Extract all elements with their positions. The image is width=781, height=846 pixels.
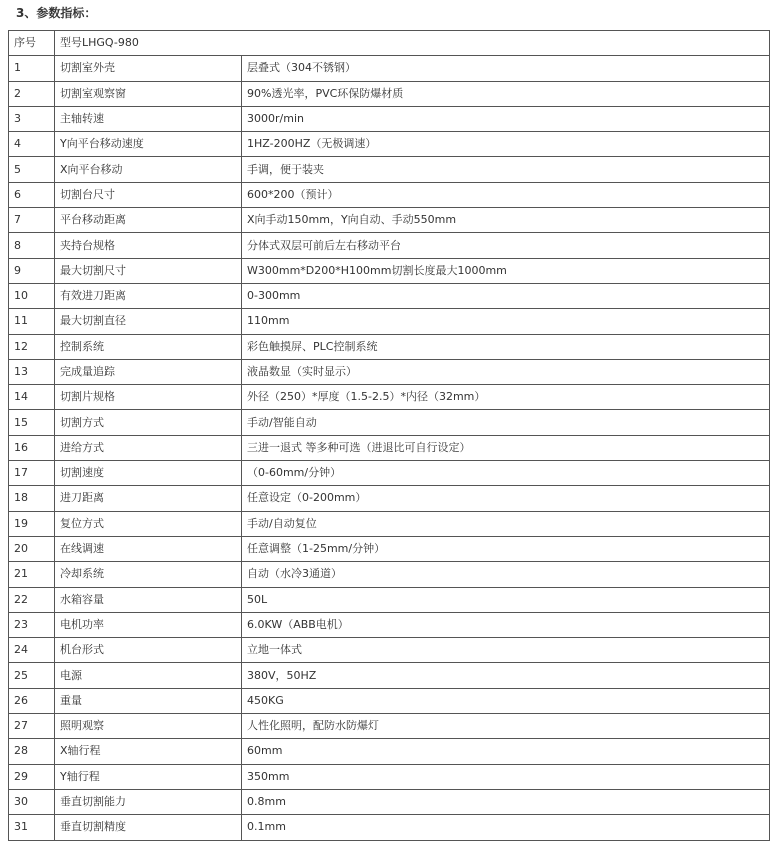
row-number: 18 xyxy=(9,486,55,511)
table-row xyxy=(9,81,770,106)
param-value: （0-60mm/分钟） xyxy=(242,461,770,486)
param-value: 手调，便于装夹 xyxy=(242,157,770,182)
table-header-row xyxy=(9,31,770,56)
param-value: 液晶数显（实时显示） xyxy=(242,359,770,384)
table-row xyxy=(9,739,770,764)
row-number: 20 xyxy=(9,536,55,561)
param-name: 冷却系统 xyxy=(55,562,242,587)
param-name: 电机功率 xyxy=(55,612,242,637)
param-value: 手动/智能自动 xyxy=(242,410,770,435)
row-number: 25 xyxy=(9,663,55,688)
param-name: 有效进刀距离 xyxy=(55,283,242,308)
param-value: 手动/自动复位 xyxy=(242,511,770,536)
param-name: 重量 xyxy=(55,688,242,713)
section-heading: 3、参数指标： xyxy=(16,6,97,20)
row-number: 6 xyxy=(9,182,55,207)
table-row xyxy=(9,359,770,384)
row-number: 10 xyxy=(9,283,55,308)
header-model: 型号LHGQ-980 xyxy=(55,31,770,56)
param-name: 最大切割直径 xyxy=(55,309,242,334)
param-name: 水箱容量 xyxy=(55,587,242,612)
param-name: 切割室外壳 xyxy=(55,56,242,81)
param-value: 110mm xyxy=(242,309,770,334)
table-row xyxy=(9,132,770,157)
param-value: 60mm xyxy=(242,739,770,764)
row-number: 24 xyxy=(9,638,55,663)
param-name: 电源 xyxy=(55,663,242,688)
header-no: 序号 xyxy=(9,31,55,56)
row-number: 26 xyxy=(9,688,55,713)
table-row xyxy=(9,562,770,587)
row-number: 19 xyxy=(9,511,55,536)
table-row xyxy=(9,461,770,486)
table-row xyxy=(9,714,770,739)
param-value: 3000r/min xyxy=(242,106,770,131)
param-value: 0.8mm xyxy=(242,789,770,814)
param-name: 控制系统 xyxy=(55,334,242,359)
param-value: 人性化照明，配防水防爆灯 xyxy=(242,714,770,739)
table-row xyxy=(9,258,770,283)
row-number: 31 xyxy=(9,815,55,840)
row-number: 28 xyxy=(9,739,55,764)
param-name: 切割室观察窗 xyxy=(55,81,242,106)
param-name: X轴行程 xyxy=(55,739,242,764)
row-number: 17 xyxy=(9,461,55,486)
row-number: 8 xyxy=(9,233,55,258)
param-name: 切割台尺寸 xyxy=(55,182,242,207)
table-row xyxy=(9,612,770,637)
row-number: 29 xyxy=(9,764,55,789)
table-row xyxy=(9,208,770,233)
param-value: 6.0KW（ABB电机） xyxy=(242,612,770,637)
param-name: X向平台移动 xyxy=(55,157,242,182)
table-row xyxy=(9,233,770,258)
param-name: 切割片规格 xyxy=(55,385,242,410)
spec-table-body xyxy=(9,31,770,841)
param-value: 任意设定（0-200mm） xyxy=(242,486,770,511)
param-value: 350mm xyxy=(242,764,770,789)
table-row xyxy=(9,182,770,207)
param-name: 垂直切割精度 xyxy=(55,815,242,840)
table-row xyxy=(9,536,770,561)
row-number: 7 xyxy=(9,208,55,233)
param-value: 自动（水冷3通道） xyxy=(242,562,770,587)
table-row xyxy=(9,663,770,688)
table-row xyxy=(9,334,770,359)
table-row xyxy=(9,587,770,612)
row-number: 14 xyxy=(9,385,55,410)
param-value: 0.1mm xyxy=(242,815,770,840)
spec-table xyxy=(8,30,770,841)
param-value: 600*200（预计） xyxy=(242,182,770,207)
row-number: 2 xyxy=(9,81,55,106)
param-name: 完成量追踪 xyxy=(55,359,242,384)
param-value: 90%透光率，PVC环保防爆材质 xyxy=(242,81,770,106)
param-value: 外径（250）*厚度（1.5-2.5）*内径（32mm） xyxy=(242,385,770,410)
table-row xyxy=(9,511,770,536)
row-number: 1 xyxy=(9,56,55,81)
row-number: 27 xyxy=(9,714,55,739)
table-row xyxy=(9,309,770,334)
param-name: 夹持台规格 xyxy=(55,233,242,258)
row-number: 11 xyxy=(9,309,55,334)
param-value: 任意调整（1-25mm/分钟） xyxy=(242,536,770,561)
param-value: 450KG xyxy=(242,688,770,713)
param-value: 380V，50HZ xyxy=(242,663,770,688)
table-row xyxy=(9,410,770,435)
param-value: 立地一体式 xyxy=(242,638,770,663)
table-row xyxy=(9,385,770,410)
param-value: W300mm*D200*H100mm切割长度最大1000mm xyxy=(242,258,770,283)
param-name: 主轴转速 xyxy=(55,106,242,131)
table-row xyxy=(9,435,770,460)
param-value: 1HZ-200HZ（无极调速） xyxy=(242,132,770,157)
param-value: 三进一退式 等多种可选（进退比可自行设定） xyxy=(242,435,770,460)
table-row xyxy=(9,157,770,182)
param-name: 照明观察 xyxy=(55,714,242,739)
row-number: 3 xyxy=(9,106,55,131)
row-number: 5 xyxy=(9,157,55,182)
table-row xyxy=(9,283,770,308)
param-name: 在线调速 xyxy=(55,536,242,561)
param-name: 复位方式 xyxy=(55,511,242,536)
param-name: 进刀距离 xyxy=(55,486,242,511)
row-number: 9 xyxy=(9,258,55,283)
param-value: 分体式双层可前后左右移动平台 xyxy=(242,233,770,258)
param-name: 平台移动距离 xyxy=(55,208,242,233)
param-value: 层叠式（304不锈钢） xyxy=(242,56,770,81)
param-name: Y向平台移动速度 xyxy=(55,132,242,157)
row-number: 23 xyxy=(9,612,55,637)
table-row xyxy=(9,789,770,814)
row-number: 4 xyxy=(9,132,55,157)
row-number: 13 xyxy=(9,359,55,384)
param-value: 彩色触摸屏、PLC控制系统 xyxy=(242,334,770,359)
row-number: 16 xyxy=(9,435,55,460)
param-name: 最大切割尺寸 xyxy=(55,258,242,283)
param-name: 机台形式 xyxy=(55,638,242,663)
param-name: 垂直切割能力 xyxy=(55,789,242,814)
param-value: 0-300mm xyxy=(242,283,770,308)
table-row xyxy=(9,815,770,840)
row-number: 22 xyxy=(9,587,55,612)
row-number: 21 xyxy=(9,562,55,587)
row-number: 12 xyxy=(9,334,55,359)
param-name: Y轴行程 xyxy=(55,764,242,789)
row-number: 15 xyxy=(9,410,55,435)
param-name: 切割方式 xyxy=(55,410,242,435)
row-number: 30 xyxy=(9,789,55,814)
param-value: 50L xyxy=(242,587,770,612)
table-row xyxy=(9,638,770,663)
table-row xyxy=(9,56,770,81)
table-row xyxy=(9,764,770,789)
param-value: X向手动150mm，Y向自动、手动550mm xyxy=(242,208,770,233)
table-row xyxy=(9,106,770,131)
param-name: 进给方式 xyxy=(55,435,242,460)
table-row xyxy=(9,688,770,713)
table-row xyxy=(9,486,770,511)
param-name: 切割速度 xyxy=(55,461,242,486)
